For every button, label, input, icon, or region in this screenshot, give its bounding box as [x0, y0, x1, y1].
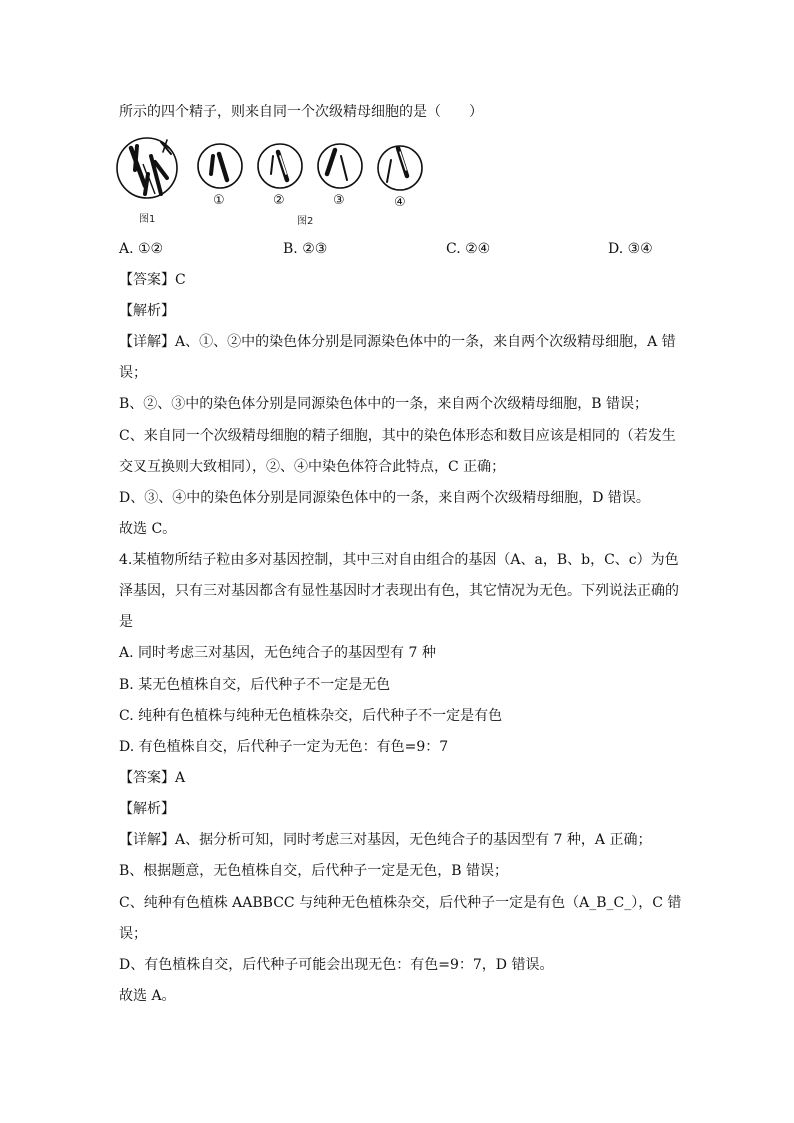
sperm-label-1: ① — [213, 193, 225, 208]
sperm-label-2: ② — [273, 193, 285, 208]
q3-detail-2: B、②、③中的染色体分别是同源染色体中的一条，来自两个次级精母细胞，B 错误； — [119, 396, 649, 412]
q4-option-b: B. 某无色植株自交，后代种子不一定是无色 — [119, 677, 391, 693]
q4-detail-4: D、有色植株自交，后代种子可能会出现无色：有色=9：7，D 错误。 — [119, 957, 554, 973]
q3-detail-1a: 【详解】A、①、②中的染色体分别是同源染色体中的一条，来自两个次级精母细胞，A 错 — [119, 334, 676, 350]
sperm-4 — [378, 146, 422, 190]
q4-conclusion: 故选 A。 — [119, 988, 176, 1004]
q3-option-b: B. ②③ — [283, 241, 328, 257]
sperm-label-4: ④ — [394, 195, 406, 210]
sperm-label-3: ③ — [333, 193, 345, 208]
q3-detail-4: D、③、④中的染色体分别是同源染色体中的一条，来自两个次级精母细胞，D 错误。 — [119, 490, 650, 506]
figure2-caption: 图2 — [297, 216, 314, 226]
q4-answer: 【答案】A — [119, 770, 186, 786]
q4-option-c: C. 纯种有色植株与纯种无色植株杂交，后代种子不一定是有色 — [119, 708, 503, 724]
q4-stem-1: 4.某植物所结子粒由多对基因控制，其中三对自由组合的基因（A、a，B、b，C、c）为色 — [119, 552, 679, 568]
chromosome-figure — [115, 134, 435, 226]
q3-conclusion: 故选 C。 — [119, 521, 177, 537]
q3-detail-3b: 交叉互换则大致相同），②、④中染色体符合此特点，C 正确； — [119, 459, 506, 475]
q3-option-d: D. ③④ — [608, 241, 653, 257]
q3-stem: 所示的四个精子，则来自同一个次级精母细胞的是（ ） — [119, 104, 483, 120]
q3-answer: 【答案】C — [119, 272, 186, 288]
q3-option-a: A. ①② — [119, 241, 164, 257]
sperm-2 — [258, 144, 302, 188]
q4-analysis-title: 【解析】 — [119, 801, 175, 817]
q3-detail-3a: C、来自同一个次级精母细胞的精子细胞，其中的染色体形态和数目应该是相同的（若发生 — [119, 428, 676, 444]
q3-option-c: C. ②④ — [446, 241, 491, 257]
q3-detail-1b: 误； — [119, 365, 147, 381]
q4-option-a: A. 同时考虑三对基因，无色纯合子的基因型有 7 种 — [119, 645, 436, 661]
figure1-cell — [117, 138, 177, 198]
q4-stem-3: 是 — [119, 614, 133, 630]
sperm-1 — [198, 144, 242, 188]
sperm-3 — [318, 144, 362, 188]
q4-detail-1: 【详解】A、据分析可知，同时考虑三对基因，无色纯合子的基因型有 7 种，A 正确； — [119, 832, 652, 848]
figure1-caption: 图1 — [139, 214, 156, 225]
q3-analysis-title: 【解析】 — [119, 303, 175, 319]
q4-stem-2: 泽基因，只有三对基因都含有显性基因时才表现出有色，其它情况为无色。下列说法正确的 — [119, 583, 679, 599]
q4-option-d: D. 有色植株自交，后代种子一定为无色：有色=9：7 — [119, 739, 449, 755]
q4-detail-3a: C、纯种有色植株 AABBCC 与纯种无色植株杂交，后代种子一定是有色（A_B_C_），C 错 — [119, 895, 682, 911]
q4-detail-3b: 误； — [119, 926, 147, 942]
q4-detail-2: B、根据题意，无色植株自交，后代种子一定是无色，B 错误； — [119, 863, 509, 879]
